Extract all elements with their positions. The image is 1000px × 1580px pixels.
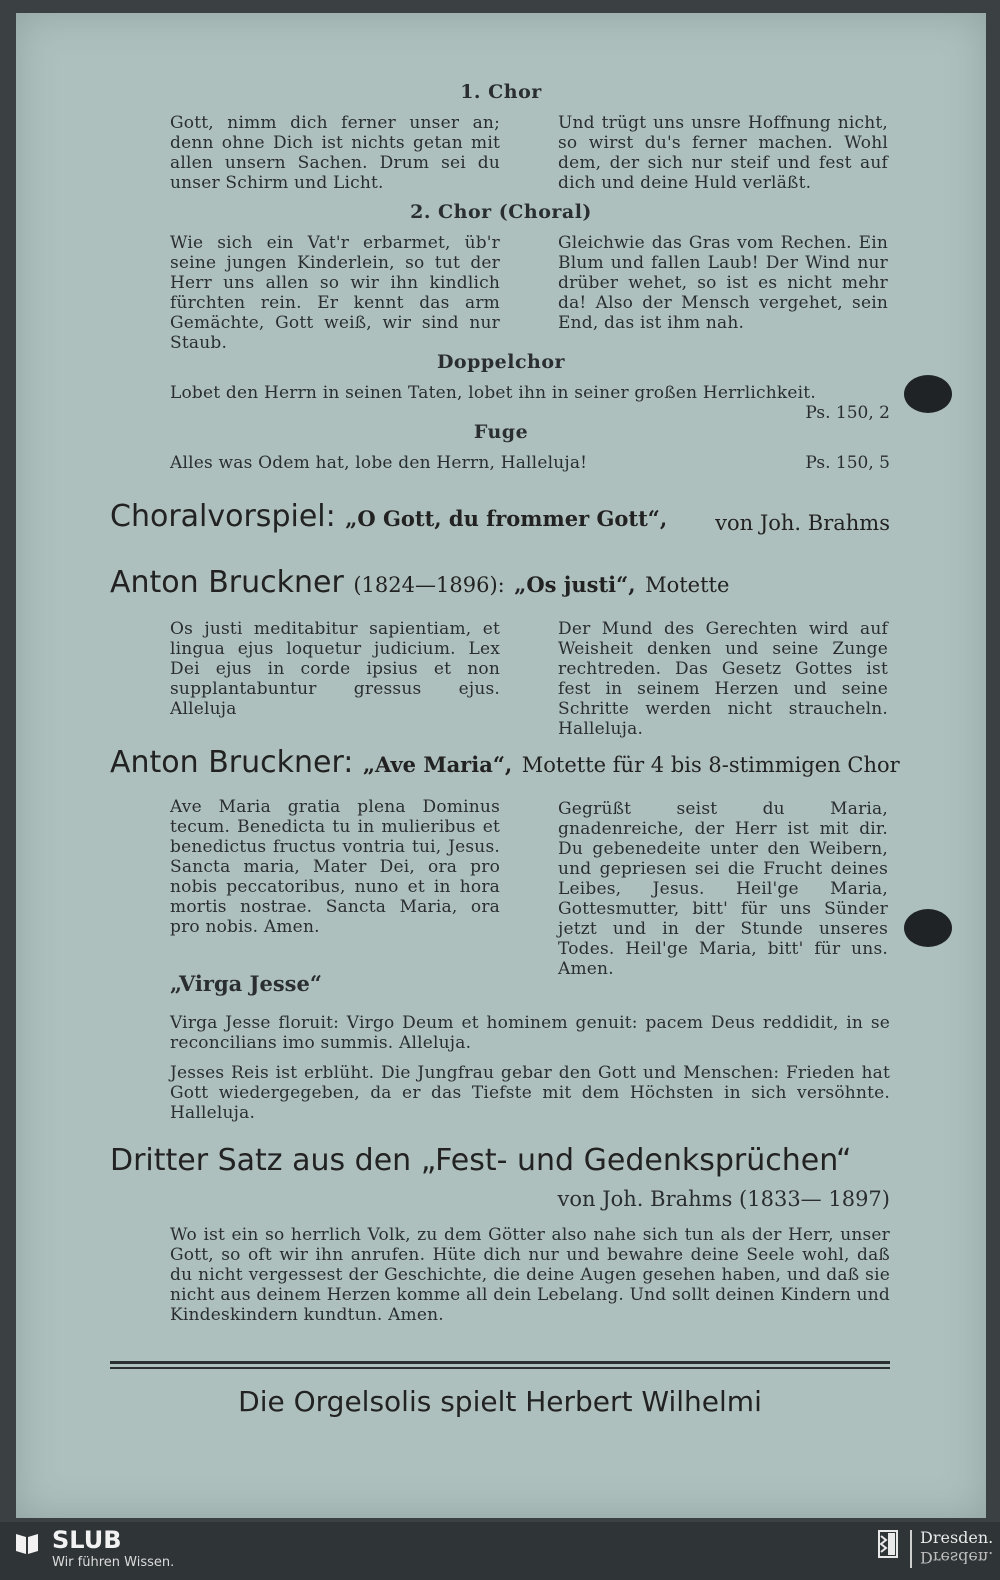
choralvorspiel-work: „O Gott, du frommer Gott“, <box>345 506 668 531</box>
ave-maria-genre: Motette für 4 bis 8-stimmigen Chor <box>521 753 900 777</box>
double-rule-top <box>110 1361 890 1364</box>
ave-maria-title-line <box>110 745 900 780</box>
program-page <box>16 13 986 1518</box>
dritter-satz-title: Dritter Satz aus den „Fest- und Gedenksprüchen“ <box>110 1143 852 1178</box>
os-justi-dates: (1824—1896): <box>353 573 505 597</box>
choralvorspiel-title: Choralvorspiel: <box>110 499 336 534</box>
dresden-logo-reflection: Dresden. <box>920 1548 994 1567</box>
footer-bar <box>0 1522 1000 1580</box>
slub-tagline: Wir führen Wissen. <box>52 1555 175 1570</box>
chor1-heading: 1. Chor <box>460 81 542 103</box>
fuge-ref: Ps. 150, 5 <box>805 453 890 473</box>
virga-jesse-german: Jesses Reis ist erblüht. Die Jungfrau gebar den Gott und Menschen: Frieden hat Gott wiedergegeben, da er das Tiefste mit dem Höchsten in sich versöhnte. Halleluja. <box>170 1063 890 1123</box>
chor2-left-text: Wie sich ein Vat'r erbarmet, üb'r seine jungen Kinderlein, so tut der Herr uns allen so wir ihn kindlich fürchten rein. Er kennt das arm Gemächte, Gott weiß, wir sind nur Staub. <box>170 233 500 353</box>
slub-logo-text[interactable]: SLUB <box>52 1526 122 1554</box>
chor2-heading: 2. Chor (Choral) <box>410 201 592 223</box>
os-justi-german: Der Mund des Gerechten wird auf Weisheit denken und seine Zunge rechtreden. Das Gesetz Gottes ist fest in seinem Herzen und seine Schritte werden nicht straucheln. Halleluja. <box>558 619 888 739</box>
os-justi-latin: Os justi meditabitur sapientiam, et lingua ejus loquetur judicium. Lex Dei ejus in corde ipsius et non supplantabuntur gressus ejus. Alleluja <box>170 619 500 719</box>
os-justi-composer: Anton Bruckner <box>110 565 344 600</box>
chor1-left-text: Gott, nimm dich ferner unser an; denn ohne Dich ist nichts getan mit allen unsern Sachen. Drum sei du unser Schirm und Licht. <box>170 113 500 193</box>
dresden-logo-text[interactable]: Dresden. <box>920 1528 994 1547</box>
chor2-right-text: Gleichwie das Gras vom Rechen. Ein Blum und fallen Laub! Der Wind nur drüber wehet, so ist es nicht mehr da! Also der Mensch vergehet, sein End, das ist ihm nah. <box>558 233 888 333</box>
doppelchor-heading: Doppelchor <box>436 351 566 373</box>
doppelchor-text: Lobet den Herrn in seinen Taten, lobet ihn in seiner großen Herrlichkeit. <box>170 383 816 403</box>
ave-maria-composer: Anton Bruckner: <box>110 745 354 780</box>
doppelchor-ref: Ps. 150, 2 <box>805 403 890 423</box>
ave-maria-latin: Ave Maria gratia plena Dominus tecum. Benedicta tu in mulieribus et benedictus fructus vontria tui, Jesus. Sancta maria, Mater Dei, ora pro nobis peccatoribus, nuno et in hora mortis nostrae. Sancta Maria, ora pro nobis. Amen. <box>170 797 500 937</box>
os-justi-title-line <box>110 565 890 600</box>
virga-jesse-latin: Virga Jesse floruit: Virgo Deum et hominem genuit: pacem Deus reddidit, in se reconcilians imo summis. Alleluja. <box>170 1013 890 1053</box>
book-icon <box>14 1530 40 1556</box>
dritter-satz-composer: von Joh. Brahms (1833— 1897) <box>557 1187 890 1211</box>
virga-jesse-heading: „Virga Jesse“ <box>170 971 322 996</box>
choralvorspiel-title-line <box>110 499 890 534</box>
dritter-satz-text: Wo ist ein so herrlich Volk, zu dem Götter also nahe sich tun als der Herr, unser Gott, so oft wir ihn anrufen. Hüte dich nur und bewahre deine Seele wohl, daß du nicht vergessest der Geschichte, die deine Augen gesehen haben, und daß sie nicht aus deinem Herzen komme all dein Lebelang. Und sollt deinen Kindern und Kindeskindern kundtun. Amen. <box>170 1225 890 1325</box>
os-justi-work: „Os justi“, <box>514 572 636 597</box>
fuge-text: Alles was Odem hat, lobe den Herrn, Halleluja! <box>170 453 588 473</box>
organist-credit: Die Orgelsolis spielt Herbert Wilhelmi <box>238 1385 762 1418</box>
dresden-crest-icon <box>878 1530 898 1560</box>
ave-maria-german: Gegrüßt seist du Maria, gnadenreiche, der Herr ist mit dir. Du gebenedeite unter den Weibern, und gepriesen sei die Frucht deines Leibes, Jesus. Heil'ge Maria, Gottesmutter, bitt' für uns Sünder jetzt und in der Stunde unseres Todes. Heil'ge Maria, bitt' für uns. Amen. <box>558 799 888 979</box>
punch-hole-top <box>904 375 952 413</box>
chor1-right-text: Und trügt uns unsre Hoffnung nicht, so wirst du's ferner machen. Wohl dem, der sich nur steif und fest auf dich und deine Huld verläßt. <box>558 113 888 193</box>
fuge-heading: Fuge <box>473 421 529 443</box>
punch-hole-bottom <box>904 909 952 947</box>
logo-separator <box>910 1530 912 1568</box>
double-rule-bottom <box>110 1367 890 1369</box>
os-justi-genre: Motette <box>645 573 730 597</box>
choralvorspiel-composer: von Joh. Brahms <box>715 511 890 535</box>
ave-maria-work: „Ave Maria“, <box>362 752 513 777</box>
